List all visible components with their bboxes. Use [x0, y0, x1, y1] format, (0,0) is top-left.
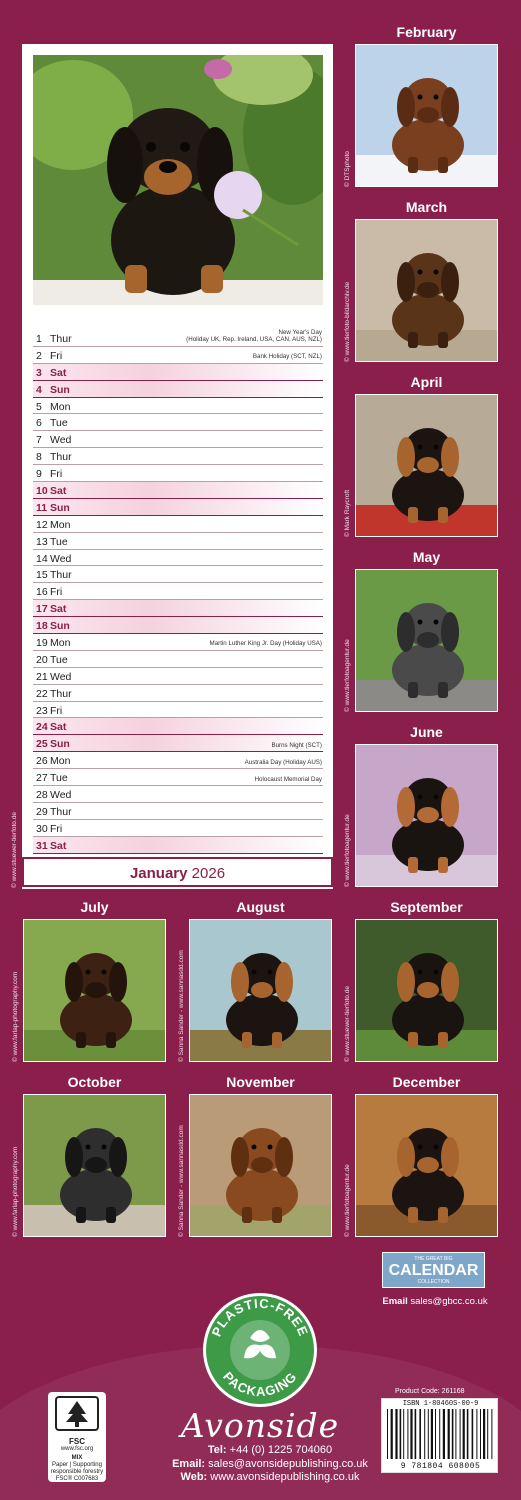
- tel-value: +44 (0) 1225 704060: [229, 1444, 333, 1456]
- day-row: [33, 398, 323, 415]
- day-number: 17: [36, 603, 48, 616]
- contact-info: [130, 1444, 410, 1485]
- day-number: 4: [36, 383, 42, 396]
- month-label: February: [396, 24, 457, 40]
- day-name: Wed: [50, 670, 72, 683]
- month-label: May: [412, 549, 441, 565]
- month-label: April: [410, 374, 443, 390]
- month-dog-photo: [355, 219, 498, 362]
- day-row: [33, 769, 323, 786]
- day-number: 27: [36, 772, 48, 785]
- day-name: Sat: [50, 366, 67, 379]
- fsc-code: FSC® C007683: [55, 1476, 99, 1482]
- day-number: 22: [36, 687, 48, 700]
- day-name: Tue: [50, 653, 68, 666]
- plastic-free-badge: [200, 1290, 320, 1410]
- day-number: 28: [36, 789, 48, 802]
- month-title: [22, 857, 333, 887]
- day-number: 29: [36, 805, 48, 818]
- day-name: Fri: [50, 704, 63, 717]
- day-row: [33, 347, 323, 364]
- day-row: [33, 735, 323, 752]
- holiday-note: [271, 742, 322, 750]
- day-number: 31: [36, 839, 48, 852]
- fsc-mix: MIX: [71, 1455, 83, 1461]
- day-number: 8: [36, 451, 42, 464]
- day-number: 19: [36, 637, 48, 650]
- day-number: 13: [36, 535, 48, 548]
- month-year: 2026: [191, 865, 226, 882]
- month-name: January: [129, 865, 188, 882]
- gbcc-email-value[interactable]: sales@gbcc.co.uk: [410, 1296, 488, 1307]
- day-number: 1: [36, 333, 42, 345]
- svg-text:PLASTIC-FREE: PLASTIC-FREE: [208, 1295, 312, 1339]
- day-number: 5: [36, 400, 42, 413]
- month-label: July: [80, 899, 109, 915]
- day-row: [33, 533, 323, 550]
- web-value[interactable]: www.avonsidepublishing.co.uk: [210, 1471, 360, 1483]
- product-code: Product Code: 261168: [395, 1388, 465, 1395]
- holiday-name: Bank Holiday (SCT, NZL): [252, 353, 322, 361]
- day-row: [33, 516, 323, 533]
- day-list: [33, 330, 323, 854]
- day-row: [33, 803, 323, 820]
- day-number: 23: [36, 704, 48, 717]
- day-row: [33, 600, 323, 617]
- fsc-site: www.fsc.org: [60, 1446, 94, 1452]
- day-number: 12: [36, 518, 48, 531]
- day-name: Fri: [50, 822, 63, 835]
- holiday-note: [186, 329, 322, 344]
- gbcc-email: [360, 1296, 510, 1307]
- day-name: Thur: [50, 805, 72, 818]
- day-number: 6: [36, 417, 42, 430]
- day-name: Wed: [50, 789, 72, 802]
- holiday-note: [255, 776, 322, 784]
- day-number: 7: [36, 434, 42, 447]
- day-name: Fri: [50, 586, 63, 599]
- day-number: 2: [36, 349, 42, 362]
- email-label: Email:: [172, 1457, 206, 1470]
- day-number: 30: [36, 822, 48, 835]
- day-row: [33, 550, 323, 567]
- email-value[interactable]: sales@avonsidepublishing.co.uk: [208, 1457, 368, 1470]
- day-name: Sun: [50, 738, 70, 751]
- gbcc-email-label: Email: [382, 1296, 408, 1307]
- fsc-text: Paper | Supporting responsible forestry: [50, 1462, 104, 1475]
- isbn-text: ISBN 1-80460S-00-9: [402, 1400, 479, 1408]
- day-number: 20: [36, 653, 48, 666]
- day-name: Mon: [50, 755, 71, 768]
- holiday-name: Holocaust Memorial Day: [254, 775, 322, 783]
- day-name: Wed: [50, 434, 72, 447]
- gbcc-sub: COLLECTION: [417, 1279, 450, 1285]
- day-name: Sun: [50, 501, 70, 514]
- month-label: October: [67, 1074, 122, 1090]
- day-row: [33, 583, 323, 600]
- photo-credit: © www.tierfotoagentur.de: [344, 639, 351, 712]
- day-row: [33, 634, 323, 651]
- gbcc-logo: [382, 1252, 485, 1288]
- day-row: [33, 617, 323, 634]
- day-row: [33, 465, 323, 482]
- month-dog-photo: [355, 394, 498, 537]
- month-dog-photo: [23, 919, 166, 1062]
- day-name: Thur: [50, 687, 72, 700]
- day-row: [33, 414, 323, 431]
- photo-credit: © www.tierfotoagentur.de: [344, 814, 351, 887]
- day-row: [33, 364, 323, 381]
- svg-text:PACKAGING: PACKAGING: [220, 1368, 300, 1400]
- day-number: 24: [36, 721, 48, 734]
- month-dog-photo: [355, 44, 498, 187]
- day-row: [33, 837, 323, 854]
- day-row: [33, 651, 323, 668]
- january-dog-photo: [33, 55, 323, 305]
- day-number: 11: [36, 501, 48, 514]
- day-number: 18: [36, 620, 48, 633]
- day-name: Fri: [50, 349, 63, 362]
- day-name: Sat: [50, 721, 67, 734]
- day-row: [33, 482, 323, 499]
- holiday-note: [210, 640, 322, 648]
- barcode: [381, 1398, 498, 1473]
- holiday-detail: (Holiday UK, Rep. Ireland, USA, CAN, AUS, NZL): [186, 336, 322, 344]
- day-number: 16: [36, 586, 48, 599]
- day-number: 9: [36, 468, 42, 481]
- day-name: Mon: [50, 518, 71, 531]
- day-name: Sat: [50, 485, 67, 498]
- day-row: [33, 752, 323, 769]
- day-row: [33, 330, 323, 347]
- day-name: Sun: [50, 620, 70, 633]
- day-name: Sat: [50, 603, 67, 616]
- day-row: [33, 702, 323, 719]
- holiday-name: New Year's Day: [278, 328, 322, 336]
- day-name: Thur: [50, 451, 72, 464]
- month-dog-photo: [23, 1094, 166, 1237]
- month-label: September: [390, 899, 463, 915]
- day-row: [33, 381, 323, 398]
- month-dog-photo: [189, 1094, 332, 1237]
- gbcc-small: THE GREAT BIG: [414, 1256, 453, 1262]
- day-number: 21: [36, 670, 48, 683]
- day-name: Thur: [50, 569, 72, 582]
- photo-credit-january: © www.stuewer-tierfoto.de: [11, 812, 18, 888]
- photo-credit: © www.tierfoto-bildarchiv.de: [344, 281, 351, 362]
- photo-credit: © www.stuewer-tierfoto.de: [344, 986, 351, 1062]
- photo-credit: © www.tierfotoagentur.de: [344, 1164, 351, 1237]
- day-name: Sat: [50, 839, 67, 852]
- month-label: March: [405, 199, 448, 215]
- holiday-name: Australia Day (Holiday AUS): [244, 758, 322, 766]
- holiday-name: Martin Luther King Jr. Day (Holiday USA): [209, 640, 322, 648]
- month-label: June: [410, 724, 443, 740]
- day-row: [33, 448, 323, 465]
- day-name: Tue: [50, 535, 68, 548]
- day-row: [33, 566, 323, 583]
- web-label: Web:: [180, 1471, 208, 1483]
- month-dog-photo: [355, 744, 498, 887]
- day-row: [33, 668, 323, 685]
- day-number: 15: [36, 569, 48, 582]
- day-row: [33, 718, 323, 735]
- month-dog-photo: [189, 919, 332, 1062]
- month-dog-photo: [355, 919, 498, 1062]
- month-label: August: [236, 899, 285, 915]
- day-row: [33, 685, 323, 702]
- photo-credit: © www.farlap-photography.com: [12, 1146, 19, 1237]
- photo-credit: © Sanna Sander - www.sannasdd.com: [178, 950, 185, 1062]
- day-row: [33, 431, 323, 448]
- photo-credit: © Sanna Sander - www.sannasdd.com: [178, 1125, 185, 1237]
- day-name: Wed: [50, 552, 72, 565]
- photo-credit: © www.farlap-photography.com: [12, 971, 19, 1062]
- day-name: Tue: [50, 772, 68, 785]
- day-name: Thur: [50, 333, 72, 345]
- holiday-note: [245, 759, 322, 767]
- day-number: 26: [36, 755, 48, 768]
- day-row: [33, 786, 323, 803]
- day-name: Mon: [50, 400, 71, 413]
- month-label: December: [392, 1074, 461, 1090]
- day-number: 14: [36, 552, 48, 565]
- month-dog-photo: [355, 1094, 498, 1237]
- day-number: 10: [36, 485, 48, 498]
- day-name: Sun: [50, 383, 70, 396]
- gbcc-big: CALENDAR: [388, 1262, 479, 1279]
- day-name: Fri: [50, 468, 63, 481]
- holiday-note: [253, 353, 322, 361]
- day-row: [33, 499, 323, 516]
- holiday-name: Burns Night (SCT): [271, 741, 322, 749]
- fsc-tree-icon: [48, 1392, 106, 1432]
- day-name: Tue: [50, 417, 68, 430]
- photo-credit: © DTSphoto: [344, 151, 351, 187]
- tel-label: Tel:: [207, 1444, 227, 1456]
- day-number: 3: [36, 366, 42, 379]
- day-row: [33, 820, 323, 837]
- day-name: Mon: [50, 637, 71, 650]
- brand-logo: Avonside: [180, 1406, 340, 1445]
- photo-credit: © Mark Raycroft: [344, 489, 351, 537]
- day-number: 25: [36, 738, 48, 751]
- fsc-logo: FSC www.fsc.org MIX Paper | Supporting responsible forestry FSC® C007683: [48, 1392, 106, 1482]
- month-dog-photo: [355, 569, 498, 712]
- month-label: November: [226, 1074, 295, 1090]
- ean-text: 9 781804 608005: [400, 1462, 481, 1471]
- barcode-bars-icon: [384, 1409, 497, 1459]
